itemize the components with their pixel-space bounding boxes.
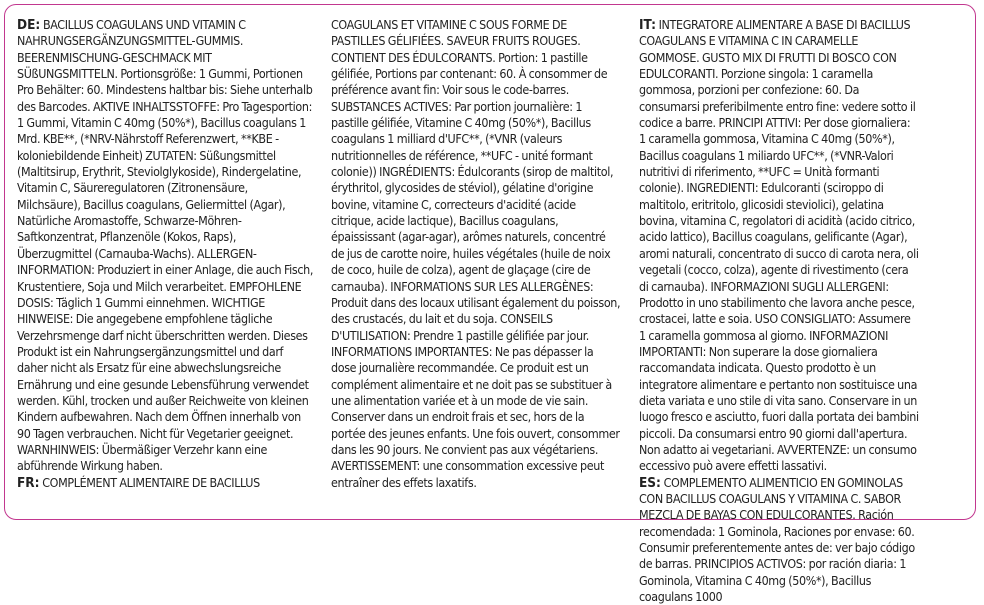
section-de-text: BACILLUS COAGULANS UND VITAMIN C NAHRUNGSERGÄNZUNGSMITTEL-GUMMIS. BEERENMISCHUNG-GESCHMACK MIT SÜßUNGSMITTELN. Portionsgröße: 1 Gummi, Portionen Pro Behälter: 60. Mindestens haltbar bis: Siehe unterhalb des Barcodes. AKTIVE INHALTSSTOFFE: Pro Tagesportion: 1 Gummi, Vitamin C 40mg (50%*), Bacillus coagulans 1 Mrd. KBE**, (*NRV-Nährstoff Referenzwert, **KBE -koloniebildende Einheit) ZUTATEN: Süßungsmittel (Maltitsirup, Erythrit, Steviolglykoside), Rindergelatine, Vitamin C, Säureregulatoren (Zitronensäure, Milchsäure), Bacillus coagulans, Geliermittel (Agar), Natürliche Aromastoffe, Schwarze-Möhren-Saftkonzentrat, Pflanzenöle (Kokos, Raps), Überzugmittel (Carnauba-Wachs). ALLERGEN-INFORMATION: Produziert in einer Anlage, die auch Fisch, Krustentiere, Soja und Milch verarbeitet. EMPFOHLENE DOSIS: Täglich 1 Gummi einnehmen. WICHTIGE HINWEISE: Die angegebene empfohlene tägliche Verzehrsmenge darf nicht überschritten werden. Dieses Produkt ist ein Nahrungsergänzungsmittel und darf daher nicht als Ersatz für eine abwechslungsreiche Ernährung und eine gesunde Lebensführung verwendet werden. Kühl, trocken und außer Reichweite von kleinen Kindern aufbewahren. Nach dem Öffnen innerhalb von 90 Tagen verbrauchen. Nicht für Vegetarier geeignet. WARNHINWEIS: Übermäßiger Verzehr kann eine abführende Wirkung haben.	[17, 17, 314, 474]
section-fr-continued	[331, 17, 621, 491]
label-frame	[4, 4, 976, 605]
section-es	[639, 475, 919, 605]
text-column-2	[331, 17, 621, 491]
language-code-fr: FR:	[17, 474, 40, 491]
section-fr	[17, 475, 313, 491]
text-column-1	[17, 17, 313, 491]
section-de	[17, 17, 313, 475]
section-it	[639, 17, 919, 475]
language-code-it: IT:	[639, 17, 656, 33]
section-fr-text: COMPLÉMENT ALIMENTAIRE DE BACILLUS	[42, 474, 260, 490]
section-es-text: COMPLEMENTO ALIMENTICIO EN GOMINOLAS CON BACILLUS COAGULANS Y VITAMINA C. SABOR MEZCLA DE BAYAS CON EDULCORANTES. Ración recomendada: 1 Gominola, Raciones por envase: 60. Consumir preferentemente antes de: ver bajo código de barras. PRINCIPIOS ACTIVOS: por ración diaria: 1 Gominola, Vitamina C 40mg (50%*), Bacillus coagulans 1000	[639, 474, 915, 605]
text-column-3	[639, 17, 919, 605]
section-fr-text: COAGULANS ET VITAMINE C SOUS FORME DE PASTILLES GÉLIFIÉES. SAVEUR FRUITS ROUGES. CONTIENT DES ÉDULCORANTS. Portion: 1 pastille gélifiée, Portions par contenant: 60. À consommer de préférence avant fin: Voir sous le code-barres. SUBSTANCES ACTIVES: Par portion journalière: 1 pastille gélifiée, Vitamine C 40mg (50%*), Bacillus coagulans 1 milliard d'UFC**, (*VNR (valeurs nutritionnelles de référence, **UFC - unité formant colonie)) INGRÉDIENTS: Édulcorants (sirop de maltitol, érythritol, glycosides de stéviol), gélatine d'origine bovine, vitamine C, correcteurs d'acidité (acide citrique, acide lactique), Bacillus coagulans, épaississant (agar-agar), arômes naturels, concentré de jus de carotte noire, huiles végétales (huile de noix de coco, huile de colza), agent de glaçage (cire de carnauba). INFORMATIONS SUR LES ALLERGÈNES: Produit dans des locaux utilisant également du poisson, des crustacés, du lait et du soja. CONSEILS D'UTILISATION: Prendre 1 pastille gélifiée par jour. INFORMATIONS IMPORTANTES: Ne pas dépasser la dose journalière recommandée. Ce produit est un complément alimentaire et ne doit pas se substituer à une alimentation variée et à un mode de vie sain. Conserver dans un endroit frais et sec, hors de la portée des jeunes enfants. Une fois ouvert, consommer dans les 90 jours. Ne convient pas aux végétariens. AVERTISSEMENT: une consommation excessive peut entraîner des effets laxatifs.	[331, 17, 621, 490]
section-it-text: INTEGRATORE ALIMENTARE A BASE DI BACILLUS COAGULANS E VITAMINA C IN CARAMELLE GOMMOSE. GUSTO MIX DI FRUTTI DI BOSCO CON EDULCORANTI. Porzione singola: 1 caramella gommosa, porzioni per confezione: 60. Da consumarsi preferibilmente entro fine: vedere sotto il codice a barre. PRINCIPI ATTIVI: Per dose giornaliera: 1 caramella gommosa, Vitamina C 40mg (50%*), Bacillus coagulans 1 miliardo UFC**, (*VNR-Valori nutritivi di riferimento, **UFC = Unità formanti colonie). INGREDIENTI: Edulcoranti (sciroppo di maltitolo, eritritolo, glicosidi steviolici), gelatina bovina, vitamina C, regolatori di acidità (acido citrico, acido lattico), Bacillus coagulans, gelificante (Agar), aromi naturali, concentrato di succo di carota nera, oli vegetali (cocco, colza), agente di rivestimento (cera di carnauba). INFORMAZIONI SUGLI ALLERGENI: Prodotto in uno stabilimento che lavora anche pesce, crostacei, latte e soia. USO CONSIGLIATO: Assumere 1 caramella gommosa al giorno. INFORMAZIONI IMPORTANTI: Non superare la dose giornaliera raccomandata indicata. Questo prodotto è un integratore alimentare e pertanto non sostituisce una dieta variata e uno stile di vita sano. Conservare in un luogo fresco e asciutto, fuori dalla portata dei bambini piccoli. Da consumarsi entro 90 giorni dall'apertura. Non adatto ai vegetariani. AVVERTENZE: un consumo eccessivo può avere effetti lassativi.	[639, 17, 919, 474]
language-code-de: DE:	[17, 17, 41, 33]
language-code-es: ES:	[639, 474, 661, 491]
